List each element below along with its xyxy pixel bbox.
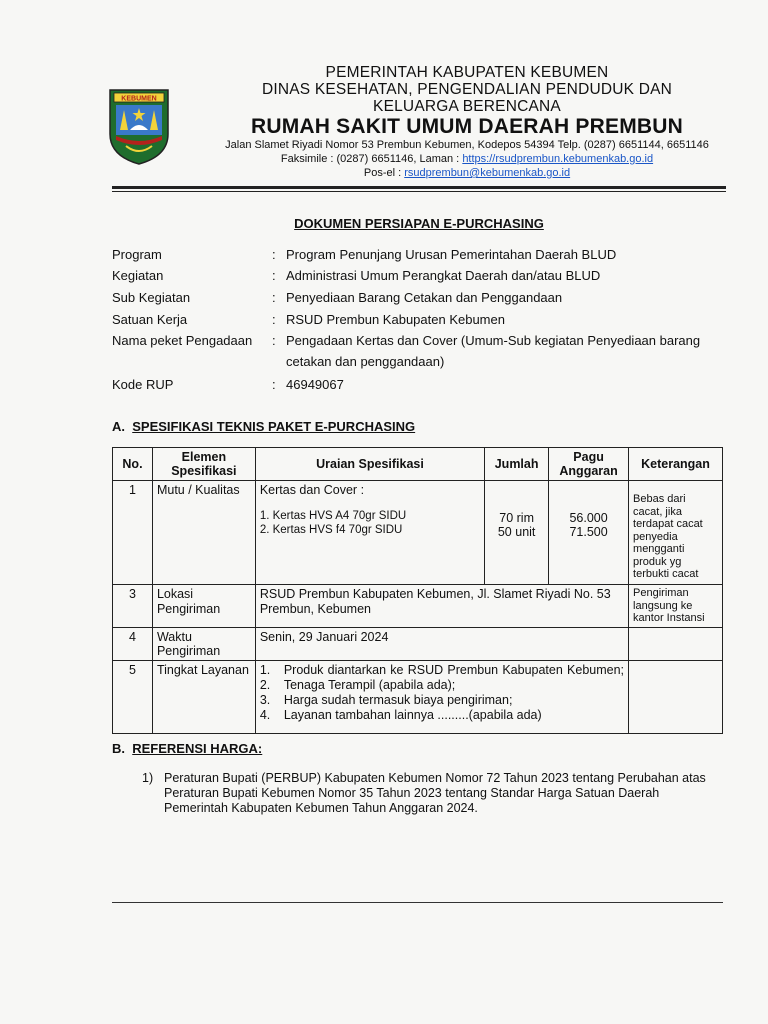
row-keterangan: Bebas dari cacat, jika terdapat cacat penyedia mengganti produk yg terbukti cacat [629, 481, 723, 585]
row-jumlah [485, 481, 549, 585]
website-link[interactable]: https://rsudprembun.kebumenkab.go.id [462, 153, 654, 165]
row-elemen: Lokasi Pengiriman [152, 585, 255, 628]
field-colon: : [272, 312, 276, 327]
letterhead-hospital: RUMAH SAKIT UMUM DAERAH PREMBUN [250, 115, 683, 138]
row-no: 5 [113, 660, 153, 733]
header-keterangan: Keterangan [629, 448, 723, 481]
kebumen-regency-logo [106, 86, 172, 166]
pagu-value: 56.000 [569, 511, 608, 525]
field-colon: : [272, 377, 276, 392]
row-elemen: Tingkat Layanan [152, 660, 255, 733]
row-keterangan [629, 627, 723, 660]
spec-table [112, 447, 723, 734]
list-item [260, 663, 624, 678]
list-num: 2. [259, 677, 271, 692]
field-value-satuan-kerja: RSUD Prembun Kabupaten Kebumen [286, 312, 505, 327]
row-elemen: Waktu Pengiriman [152, 627, 255, 660]
list-num: 3. [259, 692, 271, 707]
pagu-value: 71.500 [569, 525, 608, 539]
section-b-prefix: B. [112, 741, 125, 756]
list-item [260, 678, 624, 693]
field-value-kode-rup: 46949067 [286, 377, 344, 392]
field-colon: : [272, 333, 276, 348]
list-num: 4. [259, 707, 271, 722]
reference-number: 1) [142, 771, 154, 785]
section-b-heading [112, 741, 262, 756]
row-keterangan [629, 660, 723, 733]
field-label-sub-kegiatan: Sub Kegiatan [112, 290, 191, 305]
letterhead-rule-thick [112, 186, 726, 189]
list-item [260, 693, 624, 708]
field-value-kegiatan: Administrasi Umum Perangkat Daerah dan/atau BLUD [286, 268, 601, 283]
field-label-nama-paket: Nama peket Pengadaan [112, 333, 253, 348]
row-elemen: Mutu / Kualitas [152, 481, 255, 585]
section-a-title: SPESIFIKASI TEKNIS PAKET E-PURCHASING [132, 419, 416, 434]
field-label-kode-rup: Kode RUP [112, 377, 174, 392]
uraian-item: 2. Kertas HVS f4 70gr SIDU [259, 524, 403, 536]
field-value-sub-kegiatan: Penyediaan Barang Cetakan dan Penggandaan [286, 290, 563, 305]
uraian-item: 1. Kertas HVS A4 70gr SIDU [259, 510, 407, 522]
section-a-heading [112, 419, 415, 434]
row-no: 1 [113, 481, 153, 585]
table-row [113, 660, 723, 733]
row-no: 3 [113, 585, 153, 628]
letterhead-fax [178, 153, 756, 165]
list-text: Tenaga Terampil (apabila ada); [283, 677, 456, 692]
letterhead-address: Jalan Slamet Riyadi Nomor 53 Prembun Kebumen, Kodepos 54394 Telp. (0287) 6651144, 6651146 [225, 139, 709, 151]
field-value-nama-paket: Pengadaan Kertas dan Cover (Umum-Sub kegiatan Penyediaan barang cetakan dan penggandaan) [286, 333, 701, 369]
footer-rule [112, 902, 723, 903]
email-label: Pos-el : [363, 167, 405, 179]
field-colon: : [272, 247, 276, 262]
svg-text:KEBUMEN: KEBUMEN [121, 95, 157, 103]
row-pagu [549, 481, 629, 585]
row-uraian [255, 660, 628, 733]
uraian-title: Kertas dan Cover : [259, 483, 365, 497]
row-uraian [255, 481, 484, 585]
field-value-program: Program Penunjang Urusan Pemerintahan Daerah BLUD [286, 247, 617, 262]
reference-text: Peraturan Bupati (PERBUP) Kabupaten Kebumen Nomor 72 Tahun 2023 tentang Perubahan atas Peraturan Bupati Kebumen Nomor 35 Tahun 2023 tentang Standar Harga Satuan Daerah Pemerintah Kabupaten Kebumen Tahun Anggaran 2024. [164, 771, 706, 815]
list-text: Produk diantarkan ke RSUD Prembun Kabupaten Kebumen; [283, 662, 625, 677]
letterhead-government: PEMERINTAH KABUPATEN KEBUMEN [325, 64, 609, 81]
header-elemen: Elemen Spesifikasi [152, 448, 255, 481]
jumlah-value: 50 unit [497, 525, 536, 539]
section-a-prefix: A. [112, 419, 125, 434]
header-uraian: Uraian Spesifikasi [255, 448, 484, 481]
letterhead-agency-cont: KELUARGA BERENCANA [373, 98, 561, 115]
field-label-program: Program [112, 247, 162, 262]
fax-label: Faksimile : (0287) 6651146, Laman : [280, 153, 463, 165]
row-uraian: RSUD Prembun Kabupaten Kebumen, Jl. Slamet Riyadi No. 53 Prembun, Kebumen [255, 585, 628, 628]
section-b-title: REFERENSI HARGA: [132, 741, 263, 756]
header-jumlah: Jumlah [485, 448, 549, 481]
field-colon: : [272, 268, 276, 283]
letterhead-rule-thin [112, 191, 726, 192]
jumlah-value: 70 rim [499, 511, 534, 525]
field-label-kegiatan: Kegiatan [112, 268, 164, 283]
header-no: No. [113, 448, 153, 481]
row-no: 4 [113, 627, 153, 660]
document-title: DOKUMEN PERSIAPAN E-PURCHASING [294, 216, 544, 231]
list-item [260, 708, 624, 723]
field-label-satuan-kerja: Satuan Kerja [112, 312, 188, 327]
table-row [113, 481, 723, 585]
list-text: Harga sudah termasuk biaya pengiriman; [283, 692, 513, 707]
table-header-row [113, 448, 723, 481]
table-row [113, 627, 723, 660]
list-num: 1. [259, 662, 271, 677]
table-row [113, 585, 723, 628]
row-keterangan: Pengiriman langsung ke kantor Instansi [629, 585, 723, 628]
letterhead-email [178, 167, 756, 179]
field-colon: : [272, 290, 276, 305]
email-link[interactable]: rsudprembun@kebumenkab.go.id [404, 167, 571, 179]
list-text: Layanan tambahan lainnya .........(apabila ada) [283, 707, 542, 722]
letterhead-agency: DINAS KESEHATAN, PENGENDALIAN PENDUDUK DAN [261, 81, 673, 98]
header-pagu: Pagu Anggaran [549, 448, 629, 481]
row-uraian: Senin, 29 Januari 2024 [255, 627, 628, 660]
